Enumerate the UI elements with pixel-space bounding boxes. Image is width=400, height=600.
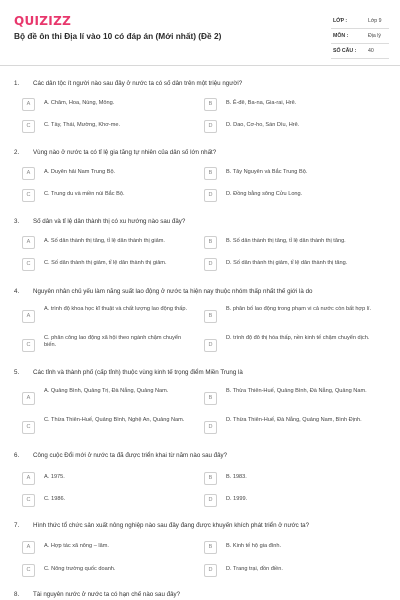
option-3d[interactable]: [204, 256, 379, 273]
worksheet-header: [0, 0, 400, 66]
meta-key: SỐ CÂU :: [333, 48, 357, 54]
question-text: Số dân và tỉ lệ dân thành thị có xu hướng nào sau đây?: [33, 218, 186, 225]
option-text: D. Số dân thành thị giảm, tỉ lệ dân thành thị tăng.: [226, 260, 348, 266]
option-letter: A: [22, 98, 35, 111]
option-letter: C: [22, 421, 35, 434]
option-1b[interactable]: [204, 96, 379, 113]
option-text: C. Số dân thành thị giảm, tỉ lệ dân thành thị giảm.: [44, 260, 167, 266]
question-text: Vùng nào ở nước ta có tỉ lệ gia tăng tự nhiên của dân số lớn nhất?: [33, 149, 217, 156]
meta-key: LỚP :: [333, 18, 348, 24]
question-number: 1.: [14, 80, 20, 87]
meta-table: [331, 14, 389, 59]
option-2c[interactable]: [22, 187, 197, 204]
option-text: A. Quảng Bình, Quảng Trị, Đà Nẵng, Quảng Nam.: [44, 388, 169, 394]
question-number: 7.: [14, 522, 20, 529]
option-text: B. Thừa Thiên-Huế, Quảng Bình, Đà Nẵng, Quảng Nam.: [226, 388, 367, 394]
option-6a[interactable]: [22, 470, 197, 487]
option-letter: B: [204, 310, 217, 323]
page-title: Bộ đề ôn thi Địa lí vào 10 có đáp án (Mới nhất) (Đề 2): [14, 31, 222, 41]
option-text: D. Trang trại, đồn điền.: [226, 566, 283, 572]
quizizz-logo: QUIZIZZ: [14, 14, 72, 28]
option-letter: B: [204, 236, 217, 249]
option-4b[interactable]: [204, 305, 379, 329]
question-number: 3.: [14, 218, 20, 225]
option-letter: B: [204, 472, 217, 485]
option-4d[interactable]: [204, 334, 379, 358]
option-6b[interactable]: [204, 470, 379, 487]
option-letter: D: [204, 494, 217, 507]
meta-value: 40: [368, 48, 374, 54]
option-letter: A: [22, 472, 35, 485]
option-letter: B: [204, 167, 217, 180]
option-letter: D: [204, 564, 217, 577]
option-3c[interactable]: [22, 256, 197, 273]
option-text: B. Ê-đê, Ba-na, Gia-rai, Hrê.: [226, 100, 297, 106]
option-letter: C: [22, 564, 35, 577]
option-5c[interactable]: [22, 416, 197, 440]
question-number: 2.: [14, 149, 20, 156]
question-number: 5.: [14, 369, 20, 376]
option-5a[interactable]: [22, 387, 197, 411]
option-4a[interactable]: [22, 305, 197, 329]
option-1a[interactable]: [22, 96, 197, 113]
option-letter: B: [204, 541, 217, 554]
option-text: A. Chăm, Hoa, Nùng, Mông.: [44, 100, 115, 106]
option-letter: C: [22, 258, 35, 271]
option-5d[interactable]: [204, 416, 379, 440]
option-text: B. Tây Nguyên và Bắc Trung Bộ.: [226, 169, 308, 175]
meta-key: MÔN :: [333, 33, 349, 39]
option-6c[interactable]: [22, 492, 197, 509]
option-text: C. Trung du và miền núi Bắc Bộ.: [44, 191, 125, 197]
option-text: A. Duyên hải Nam Trung Bộ.: [44, 169, 116, 175]
option-7b[interactable]: [204, 539, 379, 556]
option-letter: B: [204, 392, 217, 405]
option-letter: A: [22, 310, 35, 323]
option-letter: B: [204, 98, 217, 111]
option-text: A. Hợp tác xã nông – lâm.: [44, 543, 109, 549]
option-letter: A: [22, 236, 35, 249]
meta-value: Lớp 9: [368, 18, 382, 24]
option-6d[interactable]: [204, 492, 379, 509]
option-text: C. phân công lao động xã hội theo ngành chậm chuyển biến.: [44, 335, 182, 349]
option-text: C. Tày, Thái, Mường, Khơ-me.: [44, 122, 121, 128]
option-text: D. trình độ đô thị hóa thấp, nền kinh tế chậm chuyển dịch.: [226, 335, 370, 341]
option-letter: C: [22, 189, 35, 202]
option-7c[interactable]: [22, 562, 197, 579]
option-text: B. Kinh tế hộ gia đình.: [226, 543, 282, 549]
option-text: D. Đồng bằng sông Cửu Long.: [226, 191, 303, 197]
option-text: B. Số dân thành thị tăng, tỉ lệ dân thành thị tăng.: [226, 238, 346, 244]
meta-row-class: [331, 14, 389, 29]
option-text: A. 1975.: [44, 474, 65, 480]
option-2d[interactable]: [204, 187, 379, 204]
option-letter: C: [22, 494, 35, 507]
meta-row-count: [331, 44, 389, 59]
option-letter: D: [204, 120, 217, 133]
question-number: 6.: [14, 452, 20, 459]
option-3a[interactable]: [22, 234, 197, 251]
question-text: Công cuộc Đổi mới ở nước ta đã được triển khai từ năm nào sau đây?: [33, 452, 228, 459]
option-letter: C: [22, 339, 35, 352]
option-letter: A: [22, 167, 35, 180]
option-text: B. 1983.: [226, 474, 247, 480]
question-number: 4.: [14, 288, 20, 295]
option-2a[interactable]: [22, 165, 197, 182]
question-text: Các tỉnh và thành phố (cấp tỉnh) thuộc vùng kinh tế trọng điểm Miền Trung là: [33, 369, 243, 376]
question-number: 8.: [14, 591, 20, 598]
option-letter: D: [204, 421, 217, 434]
question-text: Hình thức tổ chức sản xuất nông nghiệp nào sau đây đang được khuyến khích phát triển ở nước ta?: [33, 522, 310, 529]
option-7d[interactable]: [204, 562, 379, 579]
option-letter: D: [204, 258, 217, 271]
question-text: Các dân tộc ít người nào sau đây ở nước ta có số dân trên một triệu người?: [33, 80, 243, 87]
option-text: C. 1986.: [44, 496, 66, 502]
option-text: D. 1999.: [226, 496, 248, 502]
question-text: Tài nguyên nước ở nước ta có hạn chế nào sau đây?: [33, 591, 181, 598]
option-letter: A: [22, 541, 35, 554]
option-letter: C: [22, 120, 35, 133]
option-1d[interactable]: [204, 118, 379, 135]
option-2b[interactable]: [204, 165, 379, 182]
option-1c[interactable]: [22, 118, 197, 135]
option-letter: D: [204, 189, 217, 202]
option-text: B. phân bố lao động trong phạm vi cả nước còn bất hợp lí.: [226, 306, 372, 312]
option-letter: A: [22, 392, 35, 405]
option-text: C. Thừa Thiên-Huế, Quảng Bình, Nghệ An, Quảng Nam.: [44, 417, 185, 423]
option-letter: D: [204, 339, 217, 352]
option-4c[interactable]: [22, 334, 197, 358]
option-5b[interactable]: [204, 387, 379, 411]
option-text: A. trình độ khoa học kĩ thuật và chất lượng lao động thấp.: [44, 306, 187, 312]
option-text: C. Nông trường quốc doanh.: [44, 566, 116, 572]
option-3b[interactable]: [204, 234, 379, 251]
option-text: D. Thừa Thiên-Huế, Đà Nẵng, Quảng Nam, Bình Định.: [226, 417, 362, 423]
question-text: Nguyên nhân chủ yếu làm năng suất lao động ở nước ta hiện nay thuộc nhóm thấp nhất thế giới là do: [33, 288, 313, 295]
option-7a[interactable]: [22, 539, 197, 556]
option-text: D. Dao, Cơ-ho, Sán Dìu, Hrê.: [226, 122, 300, 128]
meta-row-subject: [331, 29, 389, 44]
meta-value: Địa lý: [368, 33, 381, 39]
option-text: A. Số dân thành thị tăng, tỉ lệ dân thành thị giảm.: [44, 238, 165, 244]
